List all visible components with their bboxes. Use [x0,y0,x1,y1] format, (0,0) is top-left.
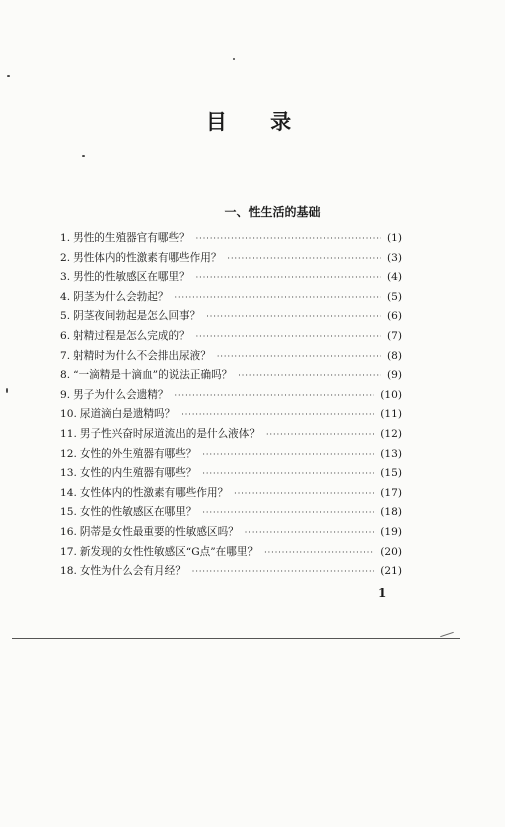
toc-entry-number: 16. [60,525,77,538]
toc-entry-page: (15) [380,467,402,480]
toc-entry-page: (21) [380,565,402,578]
toc-entry-page: (20) [380,545,402,558]
toc-entry-number: 2. [60,251,71,264]
section-heading: 一、性生活的基础 [224,205,321,219]
toc-entry-number: 10. [60,408,77,421]
toc-entry-title: 阴蒂是女性最重要的性敏感区吗？ [79,525,239,538]
toc-leader-dots [266,430,374,439]
toc-entry [60,465,402,485]
toc-entry-number: 5. [60,310,71,323]
toc-entry-page: (1) [386,232,402,244]
toc-entry-number: 17. [60,545,77,558]
toc-leader-dots [174,293,381,302]
bottom-rule [12,638,460,639]
toc-entry [60,250,402,270]
toc-entry-number: 6. [60,329,71,342]
toc-entry-page: (12) [380,427,402,440]
toc-entry-number: 4. [60,290,71,303]
toc-entry-number: 1. [60,232,71,244]
toc-entry [60,367,402,387]
toc-entry-title: 女性为什么会有月经？ [79,565,186,578]
toc-entry-page: (18) [380,506,402,519]
toc-entry [60,269,402,289]
toc-entry-title: 女性的外生殖器有哪些？ [79,447,197,460]
toc-entry-title: 尿道滴白是遗精吗？ [79,408,176,421]
toc-entry-title: 阴茎为什么会勃起？ [73,290,169,303]
toc-leader-dots [202,450,374,459]
toc-entry-title: 男性的生殖器官有哪些？ [73,232,190,244]
toc-entry-title: 男子性兴奋时尿道流出的是什么液体？ [79,427,260,440]
toc-entry-number: 8. [60,369,71,382]
toc-entry-number: 12. [60,447,77,460]
toc-entry-page: (4) [386,271,402,284]
toc-entry-title: 阴茎夜间勃起是怎么回事？ [73,310,201,323]
toc-entry-page: (19) [380,525,402,538]
toc-leader-dots [196,273,381,282]
toc-entry-number: 13. [60,467,77,480]
toc-leader-dots [181,410,374,419]
toc-entry [60,328,402,348]
toc-entry-title: 男性体内的性激素有哪些作用？ [73,251,222,264]
toc-entry-page: (9) [386,369,402,382]
toc-entry-page: (7) [386,329,402,342]
toc-entry-page: (8) [386,349,402,362]
toc-entry [60,524,402,544]
toc-entry [60,348,402,368]
toc-entry [60,563,402,583]
toc-leader-dots [202,508,374,517]
toc-entry-page: (10) [380,388,402,401]
toc-leader-dots [206,312,381,321]
toc-entry-title: 女性体内的性激素有哪些作用？ [79,486,229,499]
toc-entry-page: (3) [386,251,402,264]
toc-leader-dots [196,234,381,243]
toc-entry-number: 9. [60,388,71,401]
toc-leader-dots [238,371,381,380]
toc-entry-title: 新发现的女性性敏感区“G点”在哪里？ [79,545,259,558]
scan-speck [6,388,8,393]
toc-entry-number: 14. [60,486,77,499]
scan-speck [7,75,10,77]
toc-leader-dots [192,567,374,576]
toc-entry-title: 男性的性敏感区在哪里？ [73,271,190,284]
toc-leader-dots [227,254,381,263]
toc-entry [60,544,402,564]
toc-leader-dots [234,489,374,498]
bottom-rule-tail [440,632,454,637]
toc-entry [60,446,402,466]
toc-entry-title: 女性的性敏感区在哪里？ [79,506,197,519]
toc-entry [60,406,402,426]
toc-leader-dots [264,548,374,557]
toc-leader-dots [217,352,381,361]
toc-entry [60,230,402,250]
toc-entry [60,504,402,524]
toc-entry [60,485,402,505]
toc-entry-number: 3. [60,271,71,284]
scan-speck [233,58,235,60]
toc-entry [60,387,402,407]
toc-entry-title: 射精过程是怎么完成的？ [73,329,190,342]
toc-entry [60,289,402,309]
toc-entry-title: 射精时为什么不会排出尿液？ [73,349,211,362]
toc-entry [60,308,402,328]
toc-entry-title: 女性的内生殖器有哪些？ [79,467,197,480]
toc-entry-number: 18. [60,565,77,578]
toc-entry-title: “一滴精是十滴血”的说法正确吗？ [73,369,233,382]
toc-entry-page: (5) [386,290,402,303]
toc-entry-number: 7. [60,349,71,362]
toc-entry-page: (13) [380,447,402,460]
toc-leader-dots [202,469,374,478]
toc-entry-page: (17) [380,486,402,499]
toc-entry-page: (6) [386,310,402,323]
page-title: 目 录 [205,110,310,134]
toc-entry [60,426,402,446]
toc-leader-dots [245,528,374,537]
toc-leader-dots [174,391,374,400]
scan-speck [82,155,85,157]
toc-entry-page: (11) [380,408,402,421]
toc-entry-number: 11. [60,427,77,440]
table-of-contents [60,230,402,583]
toc-entry-title: 男子为什么会遗精？ [73,388,169,401]
toc-entry-number: 15. [60,506,77,519]
page-number: 1 [378,586,387,600]
toc-leader-dots [196,332,381,341]
